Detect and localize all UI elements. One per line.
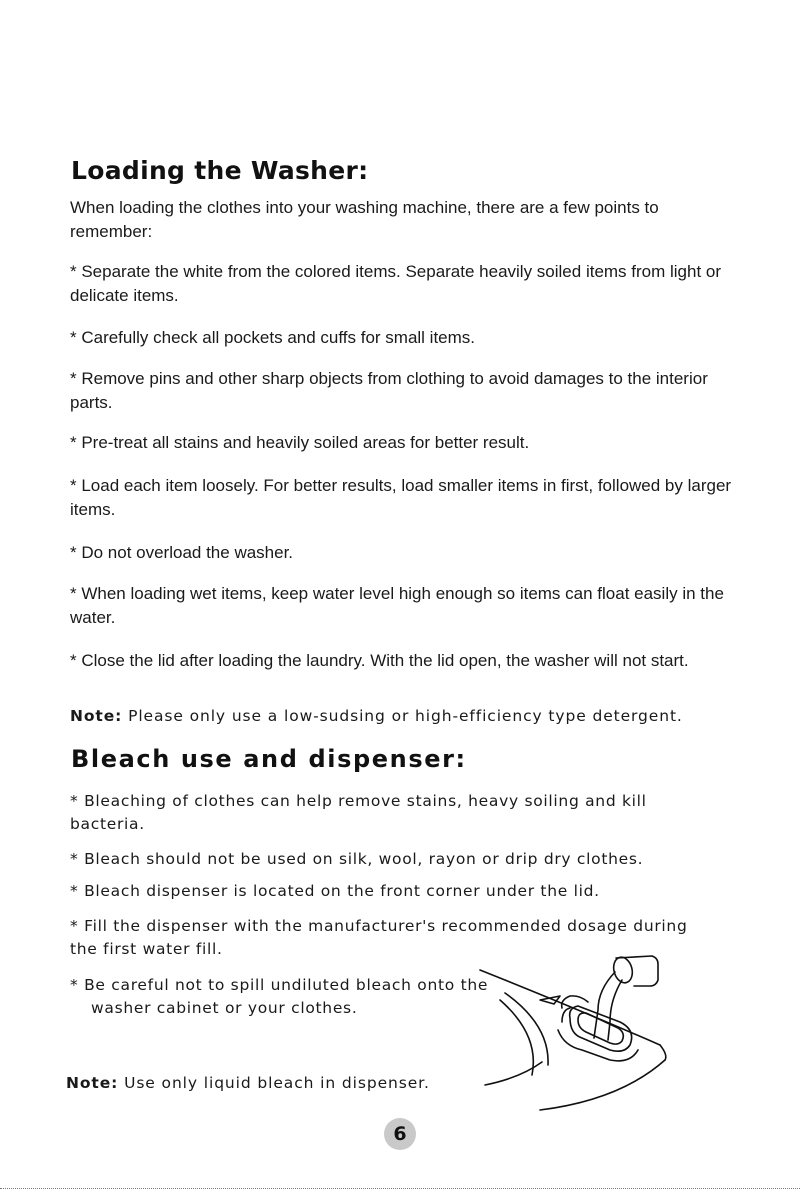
loading-item-loosely: * Load each item loosely. For better results, load smaller items in first, followed by larger items. (70, 476, 732, 519)
loading-item-pockets: * Carefully check all pockets and cuffs for small items. (70, 328, 476, 347)
loading-item-wet: * When loading wet items, keep water level high enough so items can float easily in the water. (70, 584, 724, 627)
bleach-heading: Bleach use and dispenser: (71, 745, 467, 773)
bleach-item-spill: * Be careful not to spill undiluted bleach onto the washer cabinet or your clothes. (70, 976, 489, 1017)
loading-intro: When loading the clothes into your washing machine, there are a few points to remember: (70, 198, 659, 241)
bleach-item-benefits: * Bleaching of clothes can help remove stains, heavy soiling and kill bacteria. (70, 792, 647, 833)
loading-item-separate: * Separate the white from the colored items. Separate heavily soiled items from light or delicate items. (70, 262, 722, 305)
bleach-note-label: Note: (66, 1074, 119, 1092)
bleach-item-location: * Bleach dispenser is located on the front corner under the lid. (70, 882, 600, 900)
loading-item-pins: * Remove pins and other sharp objects from clothing to avoid damages to the interior parts. (70, 369, 708, 412)
loading-note-text: Please only use a low-sudsing or high-efficiency type detergent. (128, 707, 683, 725)
page-number: 6 (384, 1118, 416, 1150)
loading-note (70, 707, 683, 725)
bleach-item-dosage: * Fill the dispenser with the manufacturer's recommended dosage during the first water fill. (70, 917, 688, 958)
bleach-note-text: Use only liquid bleach in dispenser. (124, 1074, 430, 1092)
loading-item-lid: * Close the lid after loading the laundry. With the lid open, the washer will not start. (70, 651, 689, 670)
bleach-note (66, 1074, 430, 1092)
loading-item-overload: * Do not overload the washer. (70, 543, 294, 562)
bleach-dispenser-illustration (470, 950, 670, 1125)
bottom-dotted-line (0, 1188, 800, 1189)
loading-item-pretreat: * Pre-treat all stains and heavily soiled areas for better result. (70, 433, 530, 452)
bleach-item-fabrics: * Bleach should not be used on silk, wool, rayon or drip dry clothes. (70, 850, 644, 868)
loading-heading: Loading the Washer: (71, 156, 369, 185)
loading-note-label: Note: (70, 707, 123, 725)
